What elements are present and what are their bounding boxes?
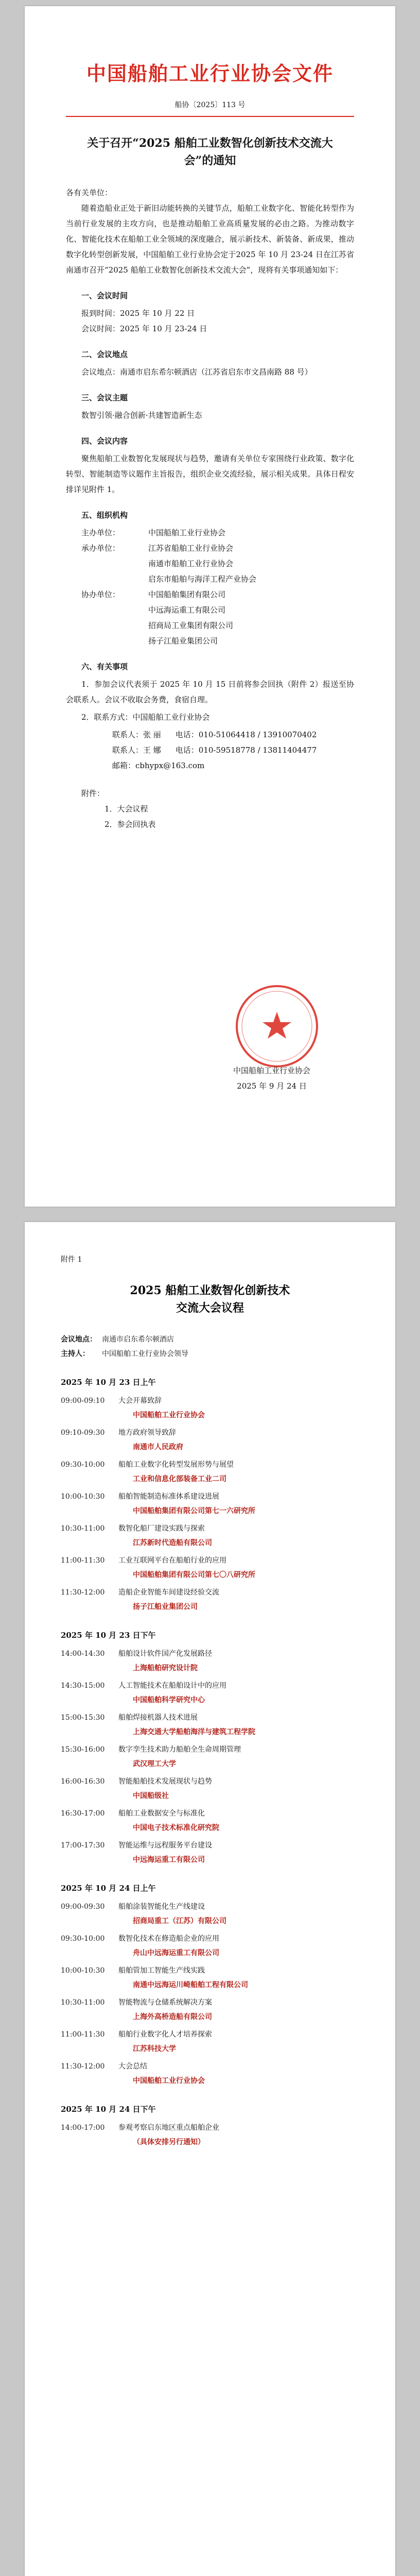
agenda-speaker: 南通市人民政府 — [133, 1443, 183, 1451]
agenda-speaker: 中国船舶集团有限公司第七〇八研究所 — [133, 1571, 255, 1579]
agenda-speaker: 上海船舶研究设计院 — [133, 1664, 198, 1672]
org-heading: 五、组织机构 — [81, 511, 128, 520]
agenda-time: 15:00-15:30 — [61, 1714, 105, 1722]
agenda-item — [61, 1742, 359, 1771]
agenda-body — [118, 2059, 359, 2088]
org-names — [148, 525, 354, 540]
agenda-item — [61, 1931, 359, 1960]
section-line: 数智引领·融合创新·共建智造新生态 — [81, 411, 202, 420]
agenda-item — [61, 2121, 359, 2149]
day2-am-heading: 2025 年 10 月 24 日上午 — [61, 1884, 156, 1893]
notice-title: 关于召开“2025 船舶工业数智化创新技术交流大会”的通知 — [87, 137, 333, 167]
agenda-body — [118, 1679, 359, 1707]
section-heading: 四、会议内容 — [81, 436, 128, 446]
agenda-time: 14:00-17:00 — [61, 2124, 105, 2132]
agenda-body — [118, 1647, 359, 1675]
agenda-time: 09:00-09:10 — [61, 1397, 105, 1405]
agenda-body — [118, 1553, 359, 1582]
agenda-topic: 智能船舶技术发展现状与趋势 — [118, 1777, 212, 1786]
agenda-topic: 船舶涂装智能化生产线建设 — [118, 1903, 205, 1911]
agenda-body — [118, 1489, 359, 1518]
agenda-speaker: 中远海运重工有限公司 — [133, 1856, 205, 1864]
agenda-topic: 智能物流与仓储系统解决方案 — [118, 1998, 212, 2007]
agenda-time: 10:00-10:30 — [61, 1493, 105, 1501]
agenda-speaker: 中国船舶科学研究中心 — [133, 1696, 205, 1704]
agenda-speaker: 武汉理工大学 — [133, 1760, 176, 1768]
agenda-speaker: 扬子江船业集团公司 — [133, 1603, 198, 1611]
attachments-label: 附件： — [81, 789, 105, 798]
org-row — [66, 587, 354, 649]
section-line: 会议时间：2025 年 10 月 23-24 日 — [81, 324, 207, 333]
org-name: 启东市船舶与海洋工程产业协会 — [148, 574, 257, 584]
agenda-body — [118, 1838, 359, 1867]
agenda-topic: 船舶焊接机器人技术进展 — [118, 1714, 198, 1722]
agenda-time: 16:30-17:00 — [61, 1809, 105, 1818]
agenda-item — [61, 1426, 359, 1454]
agenda-time: 09:30-10:00 — [61, 1461, 105, 1469]
matters-heading: 六、有关事项 — [81, 662, 128, 671]
org-name: 扬子江船业集团公司 — [148, 636, 218, 646]
agenda-body — [118, 1774, 359, 1803]
section-heading: 一、会议时间 — [81, 291, 128, 300]
agenda-topic: 船舶管加工智能生产线实践 — [118, 1967, 205, 1975]
agenda-time: 17:00-17:30 — [61, 1841, 105, 1850]
agenda-body — [118, 1900, 359, 1928]
agenda-speaker: 招商局重工（江苏）有限公司 — [133, 1917, 226, 1925]
organizers — [66, 525, 354, 649]
agenda-item — [61, 1838, 359, 1867]
agenda-body — [118, 2121, 359, 2149]
signing-organization: 中国船舶工业行业协会 — [233, 1066, 310, 1075]
section-line: 报到时间：2025 年 10 月 22 日 — [81, 309, 195, 318]
agenda-title: 2025 船舶工业数智化创新技术 交流大会议程 — [130, 1284, 290, 1315]
intro-paragraph: 随着造船业正处于新旧动能转换的关键节点，船舶工业数字化、智能化转型作为当前行业发展的主攻方向，也是推动船舶工业高质量发展的必由之路。为推动数字化、智能化技术在船舶工业全领域的深度融合，展示新技术、新装备、新成果，推动数字化转型创新发展，中国船舶工业行业协会定于2025 年 10 月 23-24 日在江苏省南通市召开“2025 船舶工业数智化创新技术交流大会”，现将有关事项通知如下： — [66, 204, 354, 275]
contact-phone: 电话：010-51064418 / 13910070402 — [175, 730, 317, 739]
agenda-speaker: 江苏科技大学 — [133, 2045, 176, 2053]
org-names — [148, 540, 354, 587]
salutation: 各有关单位： — [66, 188, 113, 197]
meta-key: 主持人： — [61, 1350, 90, 1358]
agenda-item — [61, 1710, 359, 1739]
attachment-1-label: 附件 1 — [61, 1256, 82, 1264]
signing-date: 2025 年 9 月 24 日 — [237, 1081, 307, 1091]
agenda-item — [61, 1806, 359, 1835]
email-text: 邮箱：cbhypx@163.com — [112, 761, 205, 770]
day1-am-heading: 2025 年 10 月 23 日上午 — [61, 1378, 156, 1387]
agenda-time: 10:30-11:00 — [61, 1998, 105, 2007]
agenda-item — [61, 1995, 359, 2024]
agenda-item — [61, 2059, 359, 2088]
agenda-speaker: 南通中远海运川崎船舶工程有限公司 — [133, 1981, 248, 1989]
agenda-speaker: 江苏新时代造船有限公司 — [133, 1539, 212, 1547]
contacts — [66, 727, 354, 758]
agenda-item — [61, 1774, 359, 1803]
agenda-topic: 造船企业智能车间建设经验交流 — [118, 1588, 219, 1597]
agenda-topic: 船舶行业数字化人才培养探索 — [118, 2030, 212, 2039]
agenda-item — [61, 1900, 359, 1928]
attachment-item: 2．参会回执表 — [104, 820, 156, 829]
org-row — [66, 540, 354, 587]
org-role: 协办单位： — [81, 590, 120, 599]
section-line: 会议地点：南通市启东希尔顿酒店（江苏省启东市文昌南路 88 号） — [81, 367, 312, 377]
section-heading: 二、会议地点 — [81, 350, 128, 359]
meta-key: 会议地点： — [61, 1335, 97, 1344]
agenda-topic: 数智化船厂建设实践与探索 — [118, 1524, 205, 1533]
agenda-time: 11:00-11:30 — [61, 2030, 105, 2039]
agenda-topic: 大会总结 — [118, 2062, 147, 2071]
agenda-body — [118, 1710, 359, 1739]
agenda-item — [61, 1963, 359, 1992]
agenda-body — [118, 1931, 359, 1960]
agenda-speaker: 舟山中远海运重工有限公司 — [133, 1949, 219, 1957]
agenda-body — [118, 1963, 359, 1992]
agenda-time: 09:10-09:30 — [61, 1429, 105, 1437]
agenda-topic: 工业互联网平台在船舶行业的应用 — [118, 1556, 226, 1565]
matters-text: 1．参加会议代表须于 2025 年 10 月 15 日前将参会回执（附件 2）报送至协会联系人。会议不收取会务费，食宿自理。 — [66, 680, 354, 704]
day2-pm-heading: 2025 年 10 月 24 日下午 — [61, 2105, 156, 2114]
agenda-item — [61, 1553, 359, 1582]
agenda-body — [118, 1742, 359, 1771]
email-line — [66, 758, 354, 773]
agenda-time: 14:30-15:00 — [61, 1682, 105, 1690]
agenda-speaker: 中国船级社 — [133, 1792, 169, 1800]
agenda-topic: 船舶工业数字化转型发展形势与展望 — [118, 1461, 234, 1469]
org-name: 中远海运重工有限公司 — [148, 605, 226, 615]
agenda-item — [61, 1394, 359, 1422]
agenda-item — [61, 1647, 359, 1675]
agenda-body — [118, 1585, 359, 1614]
agenda-item — [61, 2027, 359, 2056]
agenda-time: 16:00-16:30 — [61, 1777, 105, 1786]
attachments — [66, 786, 354, 832]
agenda-time: 15:30-16:00 — [61, 1745, 105, 1754]
section-heading: 三、会议主题 — [81, 393, 128, 402]
agenda-item — [61, 1585, 359, 1614]
agenda-speaker: 中国船舶工业行业协会 — [133, 1411, 205, 1419]
org-name: 南通市船舶工业行业协会 — [148, 559, 234, 568]
agenda-meta-row — [61, 1332, 359, 1347]
agenda-speaker: 工业和信息化部装备工业二司 — [133, 1475, 226, 1483]
agenda-meta-row — [61, 1347, 359, 1361]
meta-value: 中国船舶工业行业协会领导 — [102, 1350, 188, 1358]
agenda-time: 11:30-12:00 — [61, 2062, 105, 2071]
agenda-time: 11:30-12:00 — [61, 1588, 105, 1597]
official-seal — [215, 980, 339, 1073]
day1-pm-list — [61, 1647, 359, 1867]
letterhead-title: 中国船舶工业行业协会文件 — [86, 62, 334, 85]
day2-am-list — [61, 1900, 359, 2088]
agenda-speaker: 中国电子技术标准化研究院 — [133, 1824, 219, 1832]
agenda-page — [25, 1222, 395, 2576]
agenda-time: 10:00-10:30 — [61, 1967, 105, 1975]
contact-row — [66, 727, 354, 742]
agenda-topic: 地方政府领导致辞 — [118, 1429, 176, 1437]
agenda-item — [61, 1679, 359, 1707]
org-row — [66, 525, 354, 540]
agenda-topic: 智能运维与远程服务平台建设 — [118, 1841, 212, 1850]
contact-phone: 电话：010-59518778 / 13811404477 — [175, 745, 317, 755]
agenda-body — [118, 1458, 359, 1486]
agenda-speaker: 中国船舶集团有限公司第七一六研究所 — [133, 1507, 255, 1515]
agenda-meta — [61, 1332, 359, 1361]
agenda-time: 09:30-10:00 — [61, 1935, 105, 1943]
contact-row — [66, 742, 354, 758]
agenda-body — [118, 1426, 359, 1454]
agenda-body — [118, 1806, 359, 1835]
agenda-item — [61, 1489, 359, 1518]
agenda-time: 11:00-11:30 — [61, 1556, 105, 1565]
org-role: 承办单位： — [81, 544, 120, 553]
agenda-speaker: 上海外高桥造船有限公司 — [133, 2013, 212, 2021]
contact-name: 联系人：张 丽 — [112, 730, 161, 739]
meta-value: 南通市启东希尔顿酒店 — [102, 1335, 174, 1344]
agenda-time: 09:00-09:30 — [61, 1903, 105, 1911]
agenda-speaker: 上海交通大学船舶海洋与建筑工程学院 — [133, 1728, 255, 1736]
agenda-topic: 人工智能技术在船舶设计中的应用 — [118, 1682, 226, 1690]
agenda-topic: 参观考察启东地区重点船舶企业 — [118, 2124, 219, 2132]
attachment-item: 1．大会议程 — [104, 804, 148, 814]
document-number: 船协〔2025〕113 号 — [174, 101, 246, 109]
agenda-topic: 船舶智能制造标准体系建设进展 — [118, 1493, 219, 1501]
agenda-topic: 船舶工业数据安全与标准化 — [118, 1809, 205, 1818]
agenda-topic: 大会开幕致辞 — [118, 1397, 162, 1405]
agenda-body — [118, 1521, 359, 1550]
section-line: 聚焦船舶工业数智化发展现状与趋势，邀请有关单位专家围绕行业政策、数字化转型、智能制造等议题作主旨报告，组织企业交流经验，展示相关成果。具体日程安排详见附件 1。 — [66, 454, 354, 494]
agenda-body — [118, 1394, 359, 1422]
agenda-time: 14:00-14:30 — [61, 1650, 105, 1658]
agenda-time: 10:30-11:00 — [61, 1524, 105, 1533]
agenda-speaker: 中国船舶工业行业协会 — [133, 2077, 205, 2085]
agenda-topic: 船舶设计软件国产化发展路径 — [118, 1650, 212, 1658]
agenda-topic: 数智化技术在修造船企业的应用 — [118, 1935, 219, 1943]
agenda-body — [118, 2027, 359, 2056]
agenda-topic: 数字孪生技术助力船舶全生命周期管理 — [118, 1745, 241, 1754]
notice-sections — [66, 288, 354, 497]
day1-am-list — [61, 1394, 359, 1614]
org-name: 中国船舶集团有限公司 — [148, 590, 226, 599]
org-name: 中国船舶工业行业协会 — [148, 528, 226, 537]
red-divider — [66, 116, 354, 117]
org-role: 主办单位： — [81, 528, 120, 537]
contact-name: 联系人：王 娜 — [112, 745, 161, 755]
notice-page — [25, 6, 395, 1207]
agenda-speaker: （具体安排另行通知） — [133, 2138, 205, 2146]
agenda-item — [61, 1458, 359, 1486]
org-name: 招商局工业集团有限公司 — [148, 621, 234, 630]
contact-intro: 2．联系方式：中国船舶工业行业协会 — [81, 713, 210, 722]
day1-pm-heading: 2025 年 10 月 23 日下午 — [61, 1631, 156, 1640]
org-name: 江苏省船舶工业行业协会 — [148, 544, 234, 553]
agenda-item — [61, 1521, 359, 1550]
org-names — [148, 587, 354, 649]
day2-pm-list — [61, 2121, 359, 2149]
agenda-body — [118, 1995, 359, 2024]
